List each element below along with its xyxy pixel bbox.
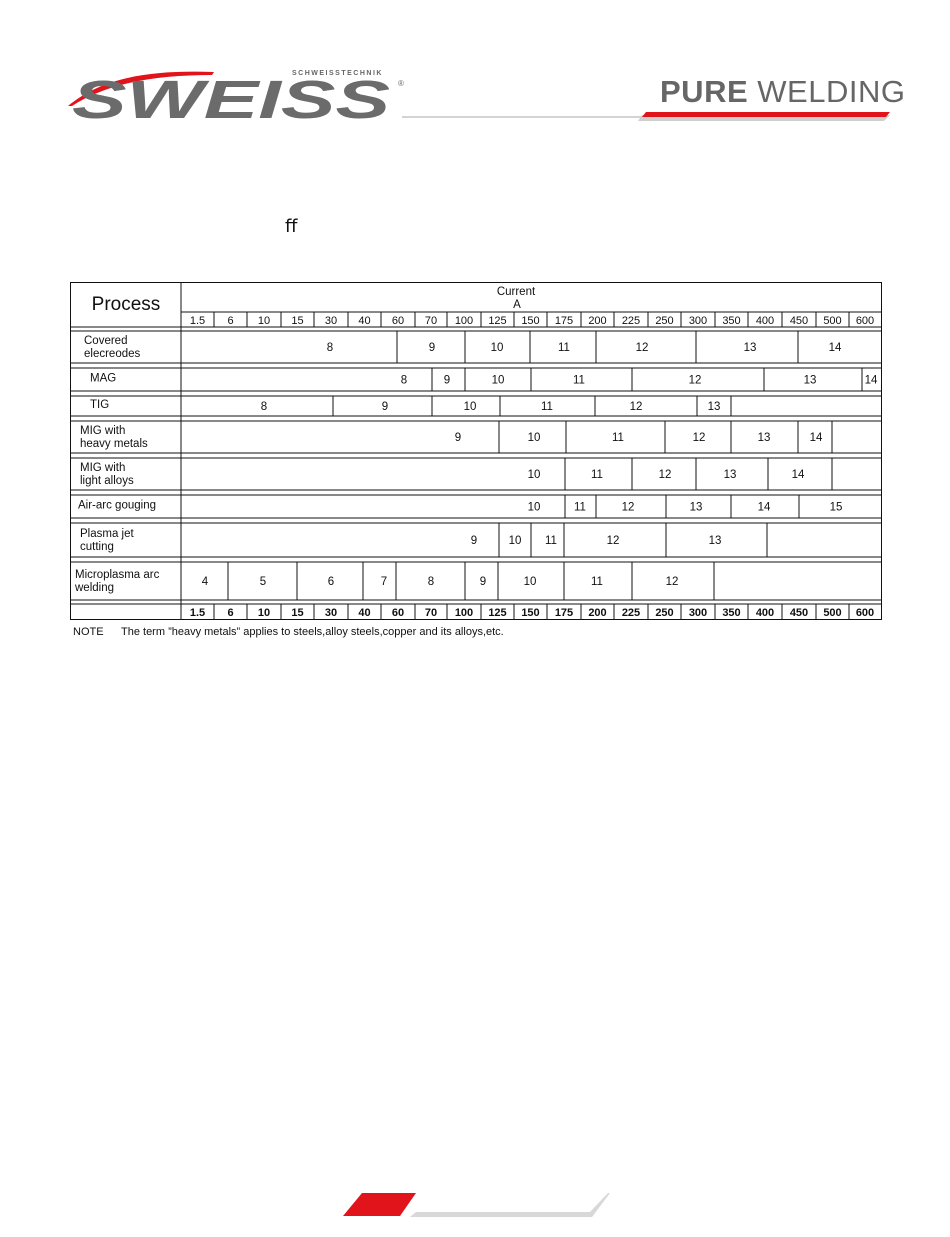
current-scale-label: 6 [227, 315, 234, 327]
cell-value: 11 [591, 469, 603, 481]
bottom-scale-label: 1.5 [189, 607, 206, 619]
cell-value: 13 [803, 374, 817, 387]
current-scale-label: 175 [554, 315, 574, 327]
cell-value: 10 [527, 432, 541, 444]
header-underline [402, 112, 892, 122]
cell-value: 8 [260, 401, 268, 413]
process-name: welding [75, 582, 114, 594]
process-name: MIG with [80, 425, 126, 437]
cell-value: 10 [523, 576, 537, 588]
cell-value: 12 [621, 501, 635, 514]
slogan-bold: PURE [660, 74, 749, 109]
current-scale-label: 400 [755, 315, 775, 327]
bottom-scale-label: 175 [554, 607, 574, 619]
table-note [73, 626, 504, 638]
current-scale-label: 300 [688, 315, 708, 327]
bottom-scale-label: 125 [488, 607, 507, 619]
cell-value: 9 [443, 374, 451, 387]
cell-value: 11 [591, 576, 603, 588]
bottom-scale-label: 60 [391, 607, 405, 619]
current-scale-label: 150 [521, 315, 540, 327]
cell-value: 11 [574, 501, 586, 514]
bottom-scale-label: 100 [454, 607, 474, 619]
bottom-scale-label: 300 [688, 607, 708, 619]
logo-sub-text: SCHWEISSTECHNIK [292, 70, 383, 77]
current-scale-label: 100 [454, 315, 474, 327]
current-scale-label: 40 [358, 315, 371, 327]
cell-value: 10 [491, 374, 505, 387]
process-name: light alloys [80, 475, 134, 487]
cell-value: 11 [541, 401, 553, 413]
process-name: Microplasma arc [75, 569, 160, 581]
cell-value: 15 [829, 501, 843, 514]
cell-value: 13 [708, 535, 722, 547]
cell-value: 12 [692, 432, 706, 444]
bottom-scale-label: 225 [621, 607, 641, 619]
cell-value: 14 [791, 469, 805, 481]
bottom-scale-label: 200 [588, 607, 607, 619]
current-unit: A [513, 299, 521, 311]
cell-value: 10 [527, 469, 541, 481]
process-name: MAG [90, 372, 117, 385]
stray-glyph: ﬀ [285, 216, 298, 236]
cell-value: 10 [527, 501, 541, 514]
cell-value: 9 [470, 535, 478, 547]
cell-value: 12 [688, 374, 702, 387]
cell-value: 12 [635, 342, 649, 354]
cell-value: 4 [201, 576, 209, 588]
process-name: elecreodes [84, 348, 141, 360]
footer-decoration [340, 1190, 615, 1220]
process-name: cutting [80, 541, 114, 553]
current-scale-label: 10 [257, 315, 271, 327]
cell-value: 8 [427, 576, 435, 588]
process-name: Air-arc gouging [78, 499, 156, 512]
cell-value: 14 [828, 342, 842, 354]
cell-value: 7 [380, 576, 388, 588]
cell-value: 10 [490, 342, 504, 354]
cell-value: 13 [689, 501, 703, 514]
bottom-scale-label: 450 [789, 607, 809, 619]
cell-value: 8 [326, 342, 334, 354]
process-current-table [70, 282, 882, 620]
bottom-scale-label: 15 [291, 607, 304, 619]
current-scale-label: 1.5 [189, 315, 206, 327]
current-scale-label: 125 [488, 315, 507, 327]
current-scale-label: 70 [424, 315, 438, 327]
bottom-scale-label: 600 [855, 607, 875, 619]
current-scale-label: 225 [621, 315, 641, 327]
bottom-scale-label: 70 [424, 607, 438, 619]
cell-value: 12 [629, 401, 643, 413]
bottom-scale-label: 10 [257, 607, 271, 619]
current-scale-label: 350 [722, 315, 741, 327]
cell-value: 6 [327, 576, 335, 588]
current-scale-label: 450 [789, 315, 809, 327]
slogan-light: WELDING [757, 74, 906, 109]
cell-value: 8 [400, 374, 408, 387]
cell-value: 13 [757, 432, 771, 444]
cell-value: 11 [573, 374, 585, 387]
cell-value: 11 [558, 342, 570, 354]
bottom-scale-label: 250 [655, 607, 674, 619]
cell-value: 9 [428, 342, 436, 354]
cell-value: 13 [723, 469, 737, 481]
process-name: Plasma jet [80, 528, 134, 540]
cell-value: 13 [707, 401, 721, 413]
process-header: Process [91, 294, 161, 315]
bottom-scale-label: 400 [755, 607, 775, 619]
current-scale-label: 15 [291, 315, 304, 327]
cell-value: 14 [864, 374, 878, 387]
current-scale-label: 500 [823, 315, 842, 327]
bottom-scale-label: 6 [227, 607, 234, 619]
cell-value: 9 [381, 401, 389, 413]
process-name: Covered [84, 335, 128, 347]
current-scale-label: 600 [855, 315, 875, 327]
current-scale-label: 30 [324, 315, 338, 327]
process-name: TIG [90, 399, 110, 411]
logo-brand-text: SWEISS [72, 70, 390, 126]
cell-value: 11 [545, 535, 557, 547]
logo-registered-mark: ® [398, 79, 404, 88]
cell-value: 14 [757, 501, 771, 514]
process-name: MIG with [80, 462, 126, 474]
cell-value: 5 [259, 576, 267, 588]
cell-value: 10 [508, 535, 522, 547]
sweiss-logo [64, 66, 414, 126]
note-text: The term ”heavy metals” applies to steels,alloy steels,copper and its alloys,etc. [121, 626, 504, 638]
current-label: Current [496, 286, 536, 298]
slogan [660, 74, 905, 110]
process-name: heavy metals [80, 438, 148, 450]
current-scale-label: 60 [391, 315, 405, 327]
cell-value: 13 [743, 342, 757, 354]
table-grid [70, 282, 882, 620]
bottom-scale-label: 500 [823, 607, 842, 619]
current-scale-label: 200 [588, 315, 607, 327]
bottom-scale-label: 350 [722, 607, 741, 619]
bottom-scale-label: 40 [358, 607, 371, 619]
table-frame [71, 283, 882, 620]
cell-value: 12 [606, 535, 620, 547]
note-label: NOTE [73, 626, 104, 638]
bottom-scale-label: 30 [324, 607, 338, 619]
cell-value: 12 [658, 469, 672, 481]
cell-value: 9 [479, 576, 487, 588]
cell-value: 11 [612, 432, 624, 444]
cell-value: 12 [665, 576, 679, 588]
cell-value: 10 [463, 401, 477, 413]
current-scale-label: 250 [655, 315, 674, 327]
bottom-scale-label: 150 [521, 607, 540, 619]
cell-value: 14 [809, 432, 823, 444]
cell-value: 9 [454, 432, 462, 444]
